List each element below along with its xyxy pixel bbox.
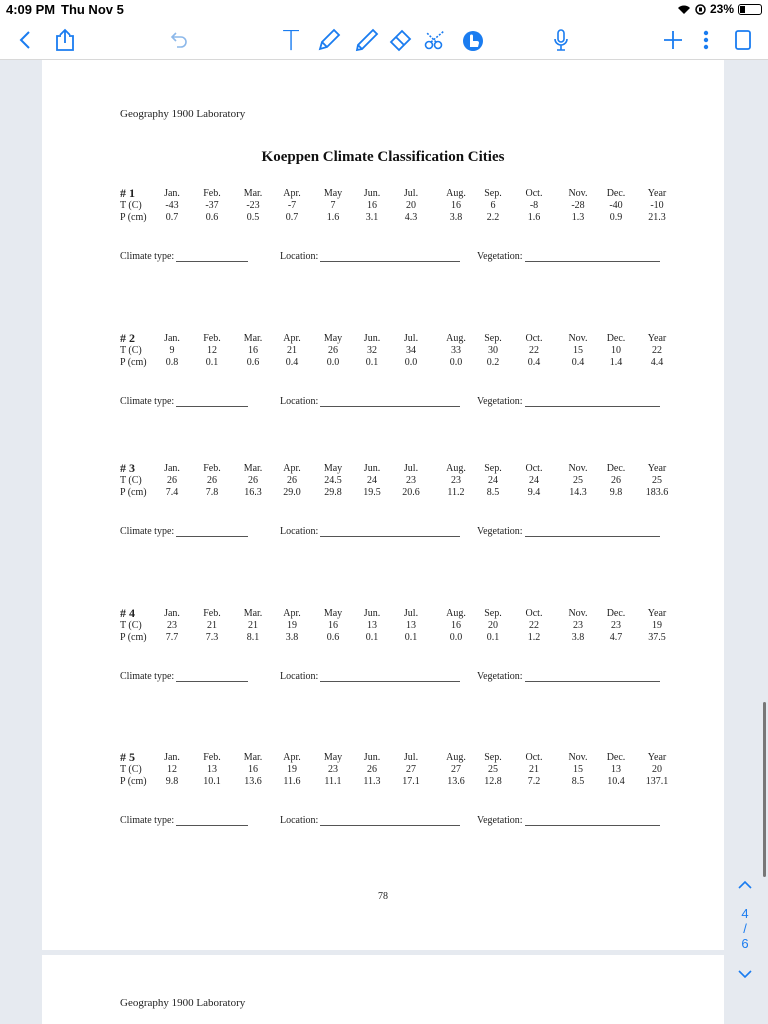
temp-value: 24 bbox=[488, 475, 498, 486]
temp-value: 23 bbox=[167, 620, 177, 631]
temp-value: -8 bbox=[529, 200, 539, 211]
climate-type-field[interactable] bbox=[120, 251, 248, 262]
page-indicator bbox=[730, 876, 760, 996]
more-options-button[interactable] bbox=[696, 26, 716, 54]
month-header: Jul. bbox=[403, 463, 419, 474]
temp-value: 26 bbox=[287, 475, 297, 486]
city-number: # 4 bbox=[120, 606, 135, 620]
precip-value: 0.2 bbox=[486, 357, 500, 368]
temp-label: T (C) bbox=[120, 200, 142, 211]
precip-value: 0.6 bbox=[205, 212, 219, 223]
month-header: Aug. bbox=[446, 608, 466, 619]
vegetation-field[interactable] bbox=[477, 396, 660, 407]
month-header: Year bbox=[647, 752, 667, 763]
precip-label: P (cm) bbox=[120, 632, 147, 643]
temp-value: 23 bbox=[328, 764, 338, 775]
precip-value: 9.8 bbox=[609, 487, 623, 498]
precip-value: 0.0 bbox=[404, 357, 418, 368]
temp-value: 13 bbox=[367, 620, 377, 631]
temp-value: 26 bbox=[328, 345, 338, 356]
city-number: # 1 bbox=[120, 186, 135, 200]
precip-value: 9.8 bbox=[165, 776, 179, 787]
temp-value: 16 bbox=[248, 764, 258, 775]
climate-type-label: Climate type: bbox=[120, 671, 175, 682]
location-label: Location: bbox=[280, 396, 319, 407]
temp-value: 23 bbox=[451, 475, 461, 486]
precip-value: 0.1 bbox=[365, 357, 379, 368]
precip-label: P (cm) bbox=[120, 776, 147, 787]
precip-value: 0.1 bbox=[205, 357, 219, 368]
highlighter-icon bbox=[354, 27, 380, 53]
scrollbar[interactable] bbox=[763, 702, 766, 877]
month-header: Sep. bbox=[484, 608, 502, 619]
precip-value: 19.5 bbox=[363, 487, 381, 498]
share-icon bbox=[55, 28, 75, 52]
temp-value: 25 bbox=[652, 475, 662, 486]
temp-value: 32 bbox=[367, 345, 377, 356]
climate-type-field[interactable] bbox=[120, 526, 248, 537]
temp-value: 10 bbox=[611, 345, 621, 356]
temp-value: 23 bbox=[611, 620, 621, 631]
month-header: Feb. bbox=[203, 463, 221, 474]
month-header: Oct. bbox=[525, 188, 543, 199]
precip-value: 0.1 bbox=[404, 632, 418, 643]
month-header: Jul. bbox=[403, 608, 419, 619]
temp-value: -43 bbox=[165, 200, 179, 211]
vegetation-field[interactable] bbox=[477, 251, 660, 262]
page-thumbnails-button[interactable] bbox=[732, 26, 754, 54]
temp-value: 16 bbox=[367, 200, 377, 211]
vegetation-field[interactable] bbox=[477, 671, 660, 682]
precip-value: 0.1 bbox=[365, 632, 379, 643]
page-number: 78 bbox=[378, 891, 388, 902]
precip-value: 0.6 bbox=[246, 357, 260, 368]
back-button[interactable] bbox=[14, 26, 36, 54]
precip-value: 0.1 bbox=[486, 632, 500, 643]
month-header: May bbox=[323, 608, 343, 619]
temp-value: -40 bbox=[609, 200, 623, 211]
precip-value: 10.4 bbox=[607, 776, 625, 787]
month-header: Sep. bbox=[484, 188, 502, 199]
month-header: Mar. bbox=[243, 463, 263, 474]
month-header: Jan. bbox=[164, 608, 180, 619]
month-header: Mar. bbox=[243, 752, 263, 763]
vegetation-field[interactable] bbox=[477, 526, 660, 537]
precip-value: 0.4 bbox=[285, 357, 299, 368]
more-vertical-icon bbox=[703, 30, 709, 50]
toolbar bbox=[0, 20, 768, 60]
temp-value: 7 bbox=[330, 200, 336, 211]
battery-icon bbox=[738, 4, 762, 15]
month-header: Jan. bbox=[164, 752, 180, 763]
precip-value: 3.8 bbox=[449, 212, 463, 223]
precip-value: 21.3 bbox=[648, 212, 666, 223]
precip-value: 9.4 bbox=[527, 487, 541, 498]
temp-value: 19 bbox=[652, 620, 662, 631]
status-time: 4:09 PM bbox=[6, 2, 56, 17]
temp-value: 20 bbox=[652, 764, 662, 775]
next-page-header: Geography 1900 Laboratory bbox=[120, 997, 246, 1009]
temp-value: -28 bbox=[571, 200, 585, 211]
temp-value: 27 bbox=[406, 764, 416, 775]
precip-value: 7.3 bbox=[205, 632, 219, 643]
vegetation-field[interactable] bbox=[477, 815, 660, 826]
temp-value: 21 bbox=[529, 764, 539, 775]
scissors-icon bbox=[424, 29, 450, 51]
month-header: Nov. bbox=[568, 752, 588, 763]
undo-icon bbox=[169, 31, 189, 49]
temp-value: 19 bbox=[287, 620, 297, 631]
temp-value: 16 bbox=[328, 620, 338, 631]
precip-value: 12.8 bbox=[484, 776, 502, 787]
plus-icon bbox=[663, 30, 683, 50]
precip-label: P (cm) bbox=[120, 487, 147, 498]
temp-value: 22 bbox=[652, 345, 662, 356]
precip-label: P (cm) bbox=[120, 212, 147, 223]
precip-value: 8.5 bbox=[571, 776, 585, 787]
month-header: Nov. bbox=[568, 608, 588, 619]
vegetation-label: Vegetation: bbox=[477, 815, 523, 826]
temp-value: 23 bbox=[573, 620, 583, 631]
temp-value: 34 bbox=[406, 345, 416, 356]
precip-value: 1.3 bbox=[571, 212, 585, 223]
precip-value: 7.8 bbox=[205, 487, 219, 498]
temp-value: 30 bbox=[488, 345, 498, 356]
month-header: Oct. bbox=[525, 463, 543, 474]
vegetation-label: Vegetation: bbox=[477, 396, 523, 407]
precip-value: 29.8 bbox=[324, 487, 342, 498]
precip-value: 10.1 bbox=[203, 776, 221, 787]
eraser-tool-button[interactable] bbox=[386, 26, 416, 54]
precip-value: 11.1 bbox=[324, 776, 342, 787]
city-number: # 2 bbox=[120, 331, 135, 345]
climate-type-label: Climate type: bbox=[120, 815, 175, 826]
month-header: Apr. bbox=[283, 752, 301, 763]
page-icon bbox=[734, 29, 752, 51]
temp-value: 12 bbox=[167, 764, 177, 775]
precip-value: 4.4 bbox=[650, 357, 664, 368]
precip-value: 8.5 bbox=[486, 487, 500, 498]
precip-value: 20.6 bbox=[402, 487, 420, 498]
temp-value: 15 bbox=[573, 345, 583, 356]
temp-value: -23 bbox=[246, 200, 260, 211]
precip-value: 1.4 bbox=[609, 357, 623, 368]
temp-value: 13 bbox=[406, 620, 416, 631]
temp-value: 26 bbox=[367, 764, 377, 775]
temp-value: 16 bbox=[451, 620, 461, 631]
temp-value: 21 bbox=[287, 345, 297, 356]
location-label: Location: bbox=[280, 671, 319, 682]
month-header: Nov. bbox=[568, 463, 588, 474]
temp-value: 9 bbox=[169, 345, 175, 356]
temp-value: 21 bbox=[207, 620, 217, 631]
month-header: Feb. bbox=[203, 188, 221, 199]
month-header: May bbox=[323, 463, 343, 474]
month-header: Dec. bbox=[606, 333, 626, 344]
month-header: Feb. bbox=[203, 752, 221, 763]
city-number: # 3 bbox=[120, 461, 135, 475]
precip-value: 37.5 bbox=[648, 632, 666, 643]
battery-percent: 23% bbox=[709, 2, 734, 16]
month-header: May bbox=[323, 752, 343, 763]
precip-value: 0.4 bbox=[527, 357, 541, 368]
precip-value: 29.0 bbox=[283, 487, 301, 498]
precip-value: 17.1 bbox=[402, 776, 420, 787]
total-pages: 6 bbox=[741, 936, 749, 951]
temp-value: 22 bbox=[529, 620, 539, 631]
climate-type-label: Climate type: bbox=[120, 526, 175, 537]
next-document-page[interactable] bbox=[42, 955, 724, 1024]
temp-value: 26 bbox=[248, 475, 258, 486]
status-date: Thu Nov 5 bbox=[61, 2, 124, 17]
month-header: Sep. bbox=[484, 463, 502, 474]
status-indicators bbox=[677, 2, 762, 16]
temp-value: 20 bbox=[488, 620, 498, 631]
pen-tool-button[interactable] bbox=[314, 26, 344, 54]
temp-value: 16 bbox=[248, 345, 258, 356]
month-header: Nov. bbox=[568, 333, 588, 344]
month-header: Aug. bbox=[446, 752, 466, 763]
precip-value: 11.6 bbox=[283, 776, 301, 787]
precip-value: 0.0 bbox=[449, 357, 463, 368]
location-field[interactable] bbox=[280, 815, 460, 826]
temp-value: 21 bbox=[248, 620, 258, 631]
precip-value: 8.1 bbox=[246, 632, 260, 643]
chevron-down-icon[interactable] bbox=[738, 969, 752, 979]
month-header: Jun. bbox=[363, 333, 381, 344]
location-field[interactable] bbox=[280, 526, 460, 537]
month-header: Jul. bbox=[403, 333, 419, 344]
location-label: Location: bbox=[280, 815, 319, 826]
month-header: Feb. bbox=[203, 608, 221, 619]
temp-value: 19 bbox=[287, 764, 297, 775]
precip-value: 14.3 bbox=[569, 487, 587, 498]
precip-value: 7.4 bbox=[165, 487, 179, 498]
month-header: Nov. bbox=[568, 188, 588, 199]
eraser-icon bbox=[388, 27, 414, 53]
month-header: Sep. bbox=[484, 752, 502, 763]
precip-value: 183.6 bbox=[645, 487, 669, 498]
precip-value: 0.7 bbox=[285, 212, 299, 223]
month-header: Mar. bbox=[243, 333, 263, 344]
month-header: Year bbox=[647, 188, 667, 199]
precip-value: 11.2 bbox=[447, 487, 465, 498]
climate-type-label: Climate type: bbox=[120, 251, 175, 262]
temp-value: -7 bbox=[287, 200, 297, 211]
month-header: Mar. bbox=[243, 188, 263, 199]
month-header: Oct. bbox=[525, 608, 543, 619]
precip-value: 0.0 bbox=[449, 632, 463, 643]
precip-value: 7.7 bbox=[165, 632, 179, 643]
month-header: Year bbox=[647, 608, 667, 619]
status-bar bbox=[0, 0, 768, 20]
vegetation-label: Vegetation: bbox=[477, 671, 523, 682]
temp-value: 13 bbox=[207, 764, 217, 775]
temp-value: 25 bbox=[573, 475, 583, 486]
chevron-left-icon bbox=[19, 30, 31, 50]
temp-value: 23 bbox=[406, 475, 416, 486]
location-field[interactable] bbox=[280, 251, 460, 262]
month-header: May bbox=[323, 188, 343, 199]
climate-type-label: Climate type: bbox=[120, 396, 175, 407]
month-header: Jun. bbox=[363, 608, 381, 619]
month-header: Mar. bbox=[243, 608, 263, 619]
vegetation-label: Vegetation: bbox=[477, 526, 523, 537]
precip-value: 0.6 bbox=[326, 632, 340, 643]
precip-value: 1.2 bbox=[527, 632, 541, 643]
undo-button[interactable] bbox=[166, 26, 192, 54]
temp-value: 15 bbox=[573, 764, 583, 775]
precip-value: 0.9 bbox=[609, 212, 623, 223]
temp-label: T (C) bbox=[120, 620, 142, 631]
month-header: Jun. bbox=[363, 463, 381, 474]
pen-icon bbox=[316, 27, 342, 53]
temp-label: T (C) bbox=[120, 764, 142, 775]
month-header: Apr. bbox=[283, 188, 301, 199]
month-header: Oct. bbox=[525, 333, 543, 344]
month-header: Year bbox=[647, 333, 667, 344]
temp-value: 13 bbox=[611, 764, 621, 775]
month-header: May bbox=[323, 333, 343, 344]
temp-label: T (C) bbox=[120, 475, 142, 486]
month-header: Jan. bbox=[164, 333, 180, 344]
vegetation-label: Vegetation: bbox=[477, 251, 523, 262]
location-label: Location: bbox=[280, 526, 319, 537]
precip-value: 0.5 bbox=[246, 212, 260, 223]
location-label: Location: bbox=[280, 251, 319, 262]
month-header: Jan. bbox=[164, 463, 180, 474]
temp-value: 24 bbox=[529, 475, 539, 486]
precip-value: 1.6 bbox=[527, 212, 541, 223]
precip-value: 0.4 bbox=[571, 357, 585, 368]
touch-tool-button[interactable] bbox=[458, 26, 488, 54]
precip-value: 0.0 bbox=[326, 357, 340, 368]
month-header: Year bbox=[647, 463, 667, 474]
temp-value: 6 bbox=[490, 200, 496, 211]
temp-value: 25 bbox=[488, 764, 498, 775]
precip-value: 1.6 bbox=[326, 212, 340, 223]
page-header: Geography 1900 Laboratory bbox=[120, 108, 246, 120]
microphone-button[interactable] bbox=[548, 26, 574, 54]
temp-value: 24 bbox=[367, 475, 377, 486]
precip-value: 16.3 bbox=[244, 487, 262, 498]
month-header: Aug. bbox=[446, 188, 466, 199]
add-page-button[interactable] bbox=[660, 26, 686, 54]
month-header: Jun. bbox=[363, 188, 381, 199]
precip-value: 13.6 bbox=[244, 776, 262, 787]
share-button[interactable] bbox=[52, 26, 78, 54]
precip-value: 4.3 bbox=[404, 212, 418, 223]
microphone-icon bbox=[552, 28, 570, 52]
month-header: Jun. bbox=[363, 752, 381, 763]
temp-value: 26 bbox=[611, 475, 621, 486]
month-header: Jul. bbox=[403, 188, 419, 199]
precip-value: 3.1 bbox=[365, 212, 379, 223]
precip-value: 4.7 bbox=[609, 632, 623, 643]
temp-value: 33 bbox=[451, 345, 461, 356]
chevron-up-icon[interactable] bbox=[738, 880, 752, 890]
lasso-tool-button[interactable] bbox=[422, 26, 452, 54]
precip-value: 137.1 bbox=[645, 776, 669, 787]
location-field[interactable] bbox=[280, 396, 460, 407]
hand-pointer-icon bbox=[460, 27, 486, 53]
text-tool-icon: T bbox=[282, 23, 300, 57]
location-field[interactable] bbox=[280, 671, 460, 682]
month-header: Dec. bbox=[606, 752, 626, 763]
precip-value: 2.2 bbox=[486, 212, 500, 223]
month-header: Dec. bbox=[606, 188, 626, 199]
orientation-lock-icon bbox=[695, 4, 706, 15]
climate-type-field[interactable] bbox=[120, 396, 248, 407]
temp-value: -10 bbox=[650, 200, 664, 211]
temp-value: 22 bbox=[529, 345, 539, 356]
page-separator: / bbox=[743, 921, 747, 936]
text-tool-button[interactable] bbox=[278, 23, 304, 57]
temp-value: 24.5 bbox=[324, 475, 342, 486]
month-header: Jan. bbox=[164, 188, 180, 199]
precip-label: P (cm) bbox=[120, 357, 147, 368]
precip-value: 0.7 bbox=[165, 212, 179, 223]
month-header: Dec. bbox=[606, 608, 626, 619]
temp-value: 16 bbox=[451, 200, 461, 211]
month-header: Dec. bbox=[606, 463, 626, 474]
precip-value: 3.8 bbox=[285, 632, 299, 643]
temp-value: 26 bbox=[167, 475, 177, 486]
month-header: Apr. bbox=[283, 608, 301, 619]
month-header: Oct. bbox=[525, 752, 543, 763]
precip-value: 7.2 bbox=[527, 776, 541, 787]
precip-value: 0.8 bbox=[165, 357, 179, 368]
precip-value: 11.3 bbox=[363, 776, 381, 787]
climate-type-field[interactable] bbox=[120, 671, 248, 682]
temp-label: T (C) bbox=[120, 345, 142, 356]
precip-value: 3.8 bbox=[571, 632, 585, 643]
wifi-icon bbox=[677, 4, 691, 15]
climate-type-field[interactable] bbox=[120, 815, 248, 826]
month-header: Aug. bbox=[446, 333, 466, 344]
highlighter-tool-button[interactable] bbox=[352, 26, 382, 54]
month-header: Feb. bbox=[203, 333, 221, 344]
temp-value: 12 bbox=[207, 345, 217, 356]
current-page: 4 bbox=[741, 906, 749, 921]
month-header: Sep. bbox=[484, 333, 502, 344]
month-header: Aug. bbox=[446, 463, 466, 474]
temp-value: -37 bbox=[205, 200, 219, 211]
document-page[interactable] bbox=[42, 60, 724, 950]
temp-value: 20 bbox=[406, 200, 416, 211]
city-number: # 5 bbox=[120, 750, 135, 764]
month-header: Jul. bbox=[403, 752, 419, 763]
month-header: Apr. bbox=[283, 333, 301, 344]
month-header: Apr. bbox=[283, 463, 301, 474]
page-title: Koeppen Climate Classification Cities bbox=[261, 149, 505, 165]
temp-value: 27 bbox=[451, 764, 461, 775]
temp-value: 26 bbox=[207, 475, 217, 486]
precip-value: 13.6 bbox=[447, 776, 465, 787]
